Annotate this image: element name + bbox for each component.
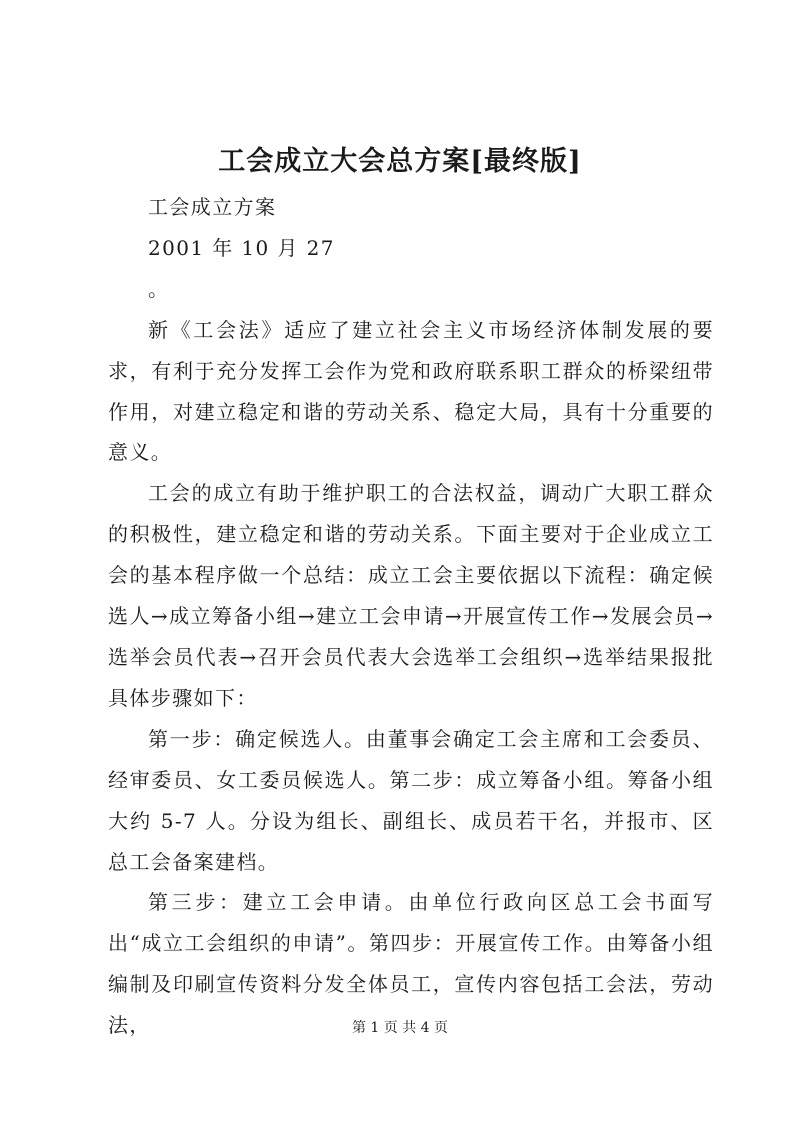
date-period: 。 xyxy=(148,276,170,301)
document-body xyxy=(108,187,714,1046)
paragraph: 工会的成立有助于维护职工的合法权益，调动广大职工群众的积极性，建立稳定和谐的劳动关系。下面主要对于企业成立工会的基本程序做一个总结：成立工会主要依据以下流程：确定候选人→成立筹备小组→建立工会申请→开展宣传工作→发展会员→选举会员代表→召开会员代表大会选举工会组织→选举结果报批具体步骤如下： xyxy=(108,481,714,710)
page-indicator: 第 1 页 共 4 页 xyxy=(351,1020,449,1036)
paragraph: 第一步：确定候选人。由董事会确定工会主席和工会委员、经审委员、女工委员候选人。第二步：成立筹备小组。筹备小组大约 5-7 人。分设为组长、副组长、成员若干名，并报市、区总工会备案建档。 xyxy=(108,726,714,874)
paragraph: 新《工会法》适应了建立社会主义市场经济体制发展的要求，有利于充分发挥工会作为党和政府联系职工群众的桥梁纽带作用，对建立稳定和谐的劳动关系、稳定大局，具有十分重要的意义。 xyxy=(108,317,714,465)
document-title: 工会成立大会总方案[最终版] xyxy=(218,146,582,177)
paragraph: 第三步：建立工会申请。由单位行政向区总工会书面写出“成立工会组织的申请”。第四步：开展宣传工作。由筹备小组编制及印刷宣传资料分发全体员工，宣传内容包括工会法，劳动法， xyxy=(108,890,714,1038)
document-subtitle: 工会成立方案 xyxy=(148,195,277,219)
document-date: 2001 年 10 月 27 xyxy=(148,235,335,260)
page-footer xyxy=(0,1018,800,1038)
